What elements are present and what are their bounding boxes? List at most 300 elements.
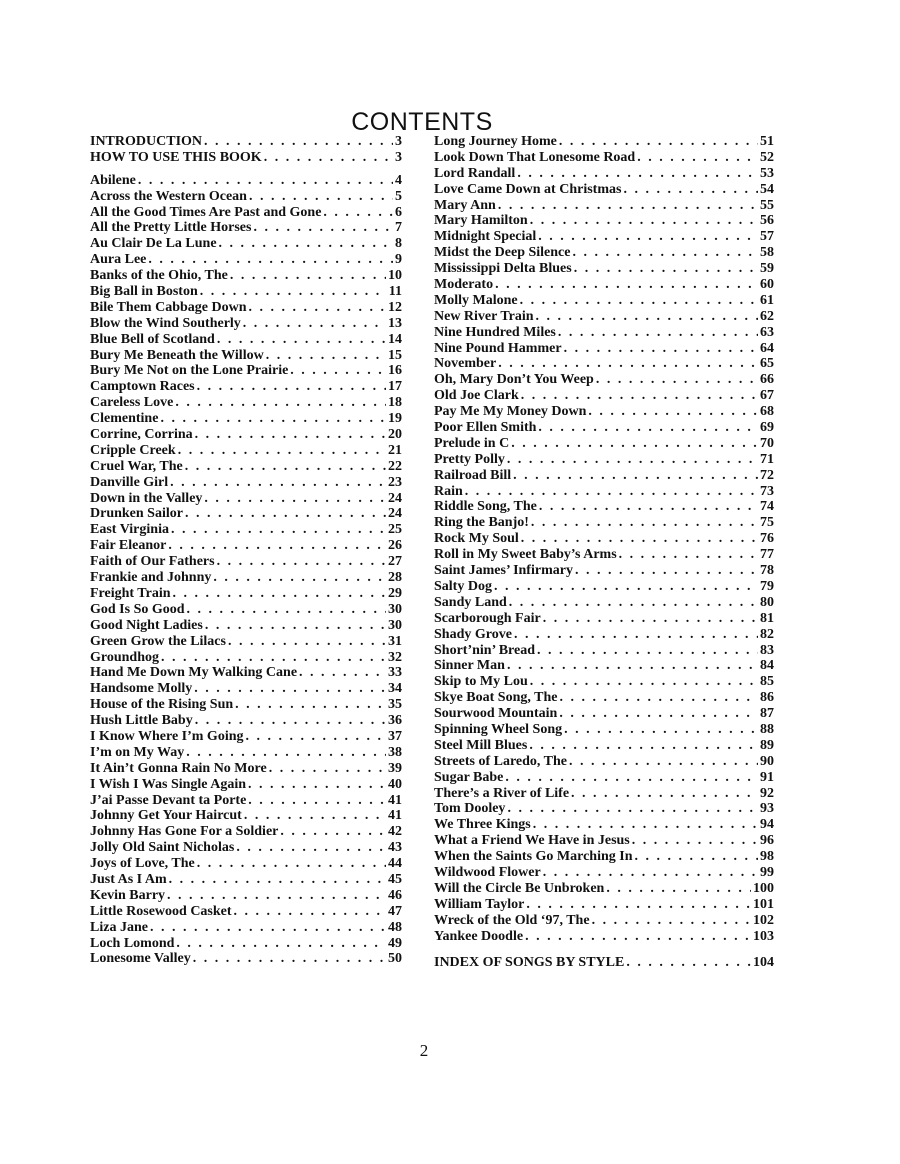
- toc-entry: [90, 570, 402, 586]
- toc-entry: [434, 404, 774, 420]
- dot-leader: [495, 277, 758, 293]
- toc-entry: [434, 754, 774, 770]
- dot-leader: [574, 261, 758, 277]
- toc-entry-page: 85: [760, 674, 774, 690]
- toc-entry: [90, 888, 402, 904]
- dot-leader: [539, 499, 758, 515]
- dot-leader: [514, 627, 758, 643]
- toc-entry: [90, 268, 402, 284]
- toc-entry-page: 72: [760, 467, 774, 483]
- dot-leader: [507, 452, 758, 468]
- toc-entry-page: 92: [760, 785, 774, 801]
- toc-entry-title: East Virginia: [90, 522, 169, 538]
- dot-leader: [213, 570, 386, 586]
- toc-entry: [90, 681, 402, 697]
- dot-leader: [249, 189, 393, 205]
- toc-entry-page: 66: [760, 372, 774, 388]
- toc-entry-title: Sugar Babe: [434, 769, 504, 785]
- toc-entry-title: Camptown Races: [90, 379, 195, 395]
- toc-entry-title: Groundhog: [90, 649, 159, 665]
- toc-entry-page: 91: [760, 769, 774, 785]
- toc-entry: [434, 547, 774, 563]
- toc-entry: [90, 348, 402, 364]
- toc-entry: [434, 245, 774, 261]
- toc-entry: [434, 515, 774, 531]
- toc-entry-title: Clementine: [90, 411, 159, 427]
- toc-entry: [90, 150, 402, 166]
- song-list-left: [90, 173, 402, 968]
- toc-entry-title: Bile Them Cabbage Down: [90, 299, 247, 315]
- toc-entry-page: 34: [388, 681, 402, 697]
- toc-entry-title: Poor Ellen Smith: [434, 420, 537, 436]
- dot-leader: [195, 427, 386, 443]
- toc-entry-title: Oh, Mary Don’t You Weep: [434, 372, 594, 388]
- toc-entry-page: 6: [395, 204, 402, 220]
- toc-entry-page: 3: [395, 149, 402, 165]
- toc-entry: [90, 300, 402, 316]
- toc-entry-page: 82: [760, 626, 774, 642]
- toc-entry-page: 31: [388, 633, 402, 649]
- toc-entry-page: 7: [395, 220, 402, 236]
- dot-leader: [537, 643, 758, 659]
- toc-entry: [434, 955, 774, 971]
- toc-entry-page: 13: [388, 315, 402, 331]
- toc-entry-title: There’s a River of Life: [434, 785, 570, 801]
- toc-entry: [434, 420, 774, 436]
- dot-leader: [150, 920, 386, 936]
- dot-leader: [246, 729, 387, 745]
- dot-leader: [626, 955, 751, 971]
- toc-entry-title: Tom Dooley: [434, 801, 506, 817]
- toc-entry-title: Wildwood Flower: [434, 864, 541, 880]
- toc-entry: [90, 443, 402, 459]
- toc-entry-title: Aura Lee: [90, 252, 147, 268]
- toc-entry-title: William Taylor: [434, 896, 525, 912]
- toc-entry-page: 22: [388, 458, 402, 474]
- toc-entry-page: 12: [388, 299, 402, 315]
- toc-entry-page: 94: [760, 817, 774, 833]
- toc-entry-page: 79: [760, 578, 774, 594]
- toc-entry-page: 99: [760, 864, 774, 880]
- dot-leader: [248, 300, 386, 316]
- dot-leader: [243, 316, 386, 332]
- dot-leader: [228, 634, 386, 650]
- toc-entry-page: 20: [388, 427, 402, 443]
- toc-entry-title: What a Friend We Have in Jesus: [434, 833, 630, 849]
- toc-entry: [90, 602, 402, 618]
- toc-entry: [434, 929, 774, 945]
- toc-entry: [90, 777, 402, 793]
- toc-entry-title: It Ain’t Gonna Rain No More: [90, 760, 267, 776]
- toc-entry-title: Sinner Man: [434, 658, 505, 674]
- dot-leader: [530, 213, 758, 229]
- dot-leader: [200, 284, 387, 300]
- toc-entry: [90, 236, 402, 252]
- toc-entry-page: 8: [395, 236, 402, 252]
- toc-entry-title: Little Rosewood Casket: [90, 903, 232, 919]
- dot-leader: [236, 840, 386, 856]
- toc-entry-page: 93: [760, 801, 774, 817]
- dot-leader: [494, 579, 758, 595]
- toc-entry-title: Pay Me My Money Down: [434, 404, 587, 420]
- toc-entry-title: Mary Hamilton: [434, 213, 528, 229]
- toc-entry: [90, 284, 402, 300]
- toc-entry-title: Kevin Barry: [90, 887, 166, 903]
- toc-entry-title: Handsome Molly: [90, 681, 193, 697]
- toc-entry-title: Jolly Old Saint Nicholas: [90, 840, 235, 856]
- dot-leader: [217, 332, 386, 348]
- toc-entry-title: Saint James’ Infirmary: [434, 563, 573, 579]
- dot-leader: [217, 554, 386, 570]
- toc-entry-page: 57: [760, 229, 774, 245]
- toc-entry-title: Across the Western Ocean: [90, 188, 247, 204]
- toc-entry-page: 74: [760, 499, 774, 515]
- toc-entry-title: Joys of Love, The: [90, 856, 195, 872]
- toc-entry-page: 63: [760, 324, 774, 340]
- toc-entry: [434, 341, 774, 357]
- toc-entry: [90, 134, 402, 150]
- toc-entry-page: 45: [388, 871, 402, 887]
- toc-entry-page: 32: [388, 649, 402, 665]
- toc-entry-title: Skip to My Lou: [434, 674, 528, 690]
- dot-leader: [623, 182, 758, 198]
- toc-entry: [90, 586, 402, 602]
- toc-entry-page: 55: [760, 197, 774, 213]
- toc-entry-page: 69: [760, 420, 774, 436]
- dot-leader: [575, 563, 758, 579]
- dot-leader: [536, 309, 758, 325]
- toc-entry: [434, 786, 774, 802]
- toc-entry: [434, 182, 774, 198]
- toc-entry-page: 64: [760, 340, 774, 356]
- front-matter-list: [90, 134, 402, 166]
- dot-leader: [498, 198, 758, 214]
- dot-leader: [619, 547, 758, 563]
- dot-leader: [169, 872, 386, 888]
- toc-entry: [434, 849, 774, 865]
- toc-entry-title: Good Night Ladies: [90, 617, 203, 633]
- toc-entry: [434, 913, 774, 929]
- dot-leader: [538, 420, 758, 436]
- dot-leader: [511, 436, 758, 452]
- toc-entry-page: 102: [753, 912, 774, 928]
- toc-entry: [90, 491, 402, 507]
- toc-entry-page: 41: [388, 792, 402, 808]
- dot-leader: [526, 897, 751, 913]
- toc-entry-title: Bury Me Beneath the Willow: [90, 347, 264, 363]
- toc-entry-page: 100: [753, 880, 774, 896]
- toc-entry-page: 101: [753, 896, 774, 912]
- dot-leader: [513, 468, 758, 484]
- dot-leader: [167, 888, 386, 904]
- dot-leader: [253, 220, 393, 236]
- toc-entry-page: 37: [388, 728, 402, 744]
- toc-entry-page: 21: [388, 442, 402, 458]
- toc-entry-page: 44: [388, 856, 402, 872]
- toc-entry-title: Blow the Wind Southerly: [90, 315, 241, 331]
- dot-leader: [219, 236, 393, 252]
- toc-entry-page: 51: [760, 134, 774, 149]
- toc-entry-title: Skye Boat Song, The: [434, 690, 558, 706]
- dot-leader: [230, 268, 386, 284]
- toc-entry: [434, 563, 774, 579]
- toc-entry-title: Wreck of the Old ‘97, The: [434, 912, 590, 928]
- toc-entry-page: 3: [395, 134, 402, 149]
- dot-leader: [531, 515, 758, 531]
- toc-entry-title: Cruel War, The: [90, 458, 183, 474]
- toc-entry: [90, 363, 402, 379]
- toc-entry-title: Will the Circle Be Unbroken: [434, 880, 605, 896]
- toc-entry: [434, 881, 774, 897]
- dot-leader: [234, 904, 386, 920]
- toc-entry: [434, 658, 774, 674]
- toc-entry: [90, 506, 402, 522]
- toc-entry-page: 19: [388, 411, 402, 427]
- dot-leader: [197, 379, 386, 395]
- toc-entry-page: 103: [753, 928, 774, 944]
- toc-entry-title: Corrine, Corrina: [90, 427, 193, 443]
- toc-entry-page: 23: [388, 474, 402, 490]
- toc-entry-title: Prelude in C: [434, 435, 510, 451]
- dot-leader: [269, 761, 386, 777]
- toc-entry-page: 24: [388, 490, 402, 506]
- dot-leader: [559, 690, 758, 706]
- toc-entry-page: 67: [760, 388, 774, 404]
- toc-entry-title: Cripple Creek: [90, 442, 176, 458]
- toc-entry-title: Long Journey Home: [434, 134, 557, 149]
- toc-entry: [90, 872, 402, 888]
- dot-leader: [280, 824, 386, 840]
- toc-entry-page: 24: [388, 506, 402, 522]
- dot-leader: [161, 650, 386, 666]
- dot-leader: [465, 484, 758, 500]
- toc-entry-title: When the Saints Go Marching In: [434, 849, 633, 865]
- page-title: CONTENTS: [351, 108, 493, 136]
- dot-leader: [171, 522, 386, 538]
- dot-leader: [635, 849, 759, 865]
- toc-entry-title: All the Good Times Are Past and Gone: [90, 204, 322, 220]
- page-number: 2: [419, 1041, 429, 1060]
- toc-entry-page: 25: [388, 522, 402, 538]
- toc-entry: [434, 484, 774, 500]
- toc-entry-title: Ring the Banjo!: [434, 515, 529, 531]
- toc-entry-title: Danville Girl: [90, 474, 169, 490]
- toc-entry: [90, 332, 402, 348]
- toc-entry-title: Johnny Has Gone For a Soldier: [90, 824, 279, 840]
- toc-entry-title: Sourwood Mountain: [434, 706, 558, 722]
- dot-leader: [195, 713, 386, 729]
- toc-entry-page: 38: [388, 744, 402, 760]
- toc-entry: [434, 722, 774, 738]
- dot-leader: [498, 356, 758, 372]
- toc-entry-title: Roll in My Sweet Baby’s Arms: [434, 547, 617, 563]
- dot-leader: [588, 404, 758, 420]
- toc-entry-title: Liza Jane: [90, 919, 148, 935]
- toc-entry: [434, 150, 774, 166]
- toc-entry-title: Look Down That Lonesome Road: [434, 149, 636, 165]
- toc-entry-title: November: [434, 356, 497, 372]
- dot-leader: [138, 173, 393, 189]
- toc-entry: [90, 411, 402, 427]
- dot-leader: [204, 491, 386, 507]
- toc-entry: [90, 173, 402, 189]
- toc-entry: [90, 840, 402, 856]
- toc-entry: [434, 611, 774, 627]
- toc-entry-page: 40: [388, 776, 402, 792]
- dot-leader: [521, 531, 758, 547]
- toc-entry-page: 75: [760, 515, 774, 531]
- toc-entry: [90, 395, 402, 411]
- toc-entry: [90, 761, 402, 777]
- dot-leader: [507, 658, 758, 674]
- dot-leader: [564, 722, 758, 738]
- toc-entry-page: 4: [395, 172, 402, 188]
- toc-entry-page: 58: [760, 245, 774, 261]
- dot-leader: [323, 205, 393, 221]
- dot-leader: [193, 951, 386, 967]
- toc-entry-page: 14: [388, 331, 402, 347]
- toc-entry-title: We Three Kings: [434, 817, 531, 833]
- toc-entry-page: 17: [388, 379, 402, 395]
- toc-entry: [434, 531, 774, 547]
- toc-entry-page: 76: [760, 531, 774, 547]
- dot-leader: [637, 150, 758, 166]
- toc-entry-page: 49: [388, 935, 402, 951]
- toc-entry-title: Banks of the Ohio, The: [90, 268, 228, 284]
- toc-entry: [434, 277, 774, 293]
- toc-entry-page: 11: [388, 284, 402, 300]
- toc-entry-page: 71: [760, 451, 774, 467]
- toc-entry-page: 54: [760, 181, 774, 197]
- toc-entry: [434, 388, 774, 404]
- toc-entry-title: Midst the Deep Silence: [434, 245, 571, 261]
- back-matter-list: [434, 955, 774, 971]
- toc-entry: [434, 229, 774, 245]
- dot-leader: [559, 706, 758, 722]
- toc-entry: [434, 309, 774, 325]
- toc-entry-page: 26: [388, 538, 402, 554]
- toc-entry-title: Yankee Doodle: [434, 928, 524, 944]
- dot-leader: [538, 229, 758, 245]
- toc-entry-title: Scarborough Fair: [434, 610, 541, 626]
- dot-leader: [558, 325, 758, 341]
- toc-entry-page: 77: [760, 547, 774, 563]
- toc-entry-title: Hand Me Down My Walking Cane: [90, 665, 298, 681]
- toc-entry-page: 73: [760, 483, 774, 499]
- toc-entry: [434, 833, 774, 849]
- toc-entry-page: 53: [760, 165, 774, 181]
- toc-entry-title: Faith of Our Fathers: [90, 554, 215, 570]
- dot-leader: [533, 817, 758, 833]
- toc-entry-title: Riddle Song, The: [434, 499, 537, 515]
- toc-entry: [434, 865, 774, 881]
- toc-entry-title: Freight Train: [90, 585, 171, 601]
- toc-entry-page: 52: [760, 149, 774, 165]
- dot-leader: [299, 665, 386, 681]
- toc-entry: [90, 316, 402, 332]
- dot-leader: [185, 459, 386, 475]
- toc-entry-page: 30: [388, 601, 402, 617]
- toc-entry-page: 98: [760, 849, 774, 865]
- toc-entry-page: 62: [760, 308, 774, 324]
- dot-leader: [521, 388, 758, 404]
- toc-entry: [434, 166, 774, 182]
- toc-entry-page: 90: [760, 753, 774, 769]
- dot-leader: [569, 754, 758, 770]
- toc-entry-page: 39: [388, 760, 402, 776]
- toc-entry-title: Sandy Land: [434, 594, 507, 610]
- toc-entry-page: 50: [388, 951, 402, 967]
- toc-entry-title: Abilene: [90, 172, 136, 188]
- toc-entry: [434, 134, 774, 150]
- toc-entry-title: J’ai Passe Devant ta Porte: [90, 792, 247, 808]
- dot-leader: [632, 833, 758, 849]
- toc-entry-page: 29: [388, 585, 402, 601]
- toc-entry: [90, 713, 402, 729]
- toc-entry-title: Fair Eleanor: [90, 538, 167, 554]
- dot-leader: [543, 865, 758, 881]
- toc-entry-title: Green Grow the Lilacs: [90, 633, 226, 649]
- dot-leader: [168, 538, 386, 554]
- toc-entry-title: Railroad Bill: [434, 467, 512, 483]
- toc-entry-title: Down in the Valley: [90, 490, 203, 506]
- toc-entry-page: 96: [760, 833, 774, 849]
- dot-leader: [186, 745, 386, 761]
- toc-entry: [434, 499, 774, 515]
- dot-leader: [564, 341, 758, 357]
- dot-leader: [170, 475, 386, 491]
- toc-entry-page: 83: [760, 642, 774, 658]
- toc-entry: [90, 697, 402, 713]
- toc-entry: [90, 554, 402, 570]
- toc-entry-page: 88: [760, 721, 774, 737]
- toc-entry-page: 10: [388, 268, 402, 284]
- toc-entry-title: Just As I Am: [90, 871, 167, 887]
- dot-leader: [505, 770, 758, 786]
- toc-entry-title: Hush Little Baby: [90, 713, 193, 729]
- toc-entry: [90, 856, 402, 872]
- toc-entry: [90, 904, 402, 920]
- dot-leader: [197, 856, 386, 872]
- toc-entry-title: Pretty Polly: [434, 451, 505, 467]
- toc-entry: [434, 674, 774, 690]
- toc-entry-title: INDEX OF SONGS BY STYLE: [434, 955, 625, 971]
- toc-entry: [90, 951, 402, 967]
- toc-entry: [90, 252, 402, 268]
- toc-entry-page: 59: [760, 261, 774, 277]
- toc-entry: [434, 897, 774, 913]
- toc-entry-title: Rain: [434, 483, 463, 499]
- dot-leader: [187, 602, 386, 618]
- toc-entry: [90, 824, 402, 840]
- toc-entry: [90, 808, 402, 824]
- toc-entry-page: 81: [760, 610, 774, 626]
- toc-entry: [90, 793, 402, 809]
- toc-entry-title: I Wish I Was Single Again: [90, 776, 247, 792]
- toc-entry: [434, 213, 774, 229]
- dot-leader: [248, 793, 386, 809]
- toc-entry-title: INTRODUCTION: [90, 134, 203, 149]
- dot-leader: [517, 166, 758, 182]
- toc-entry-title: I Know Where I’m Going: [90, 728, 244, 744]
- toc-entry-title: Midnight Special: [434, 229, 537, 245]
- toc-entry-page: 5: [395, 188, 402, 204]
- toc-entry: [434, 579, 774, 595]
- toc-entry-title: Lord Randall: [434, 165, 516, 181]
- toc-entry: [90, 205, 402, 221]
- toc-entry-title: Lonesome Valley: [90, 951, 191, 967]
- toc-entry-page: 56: [760, 213, 774, 229]
